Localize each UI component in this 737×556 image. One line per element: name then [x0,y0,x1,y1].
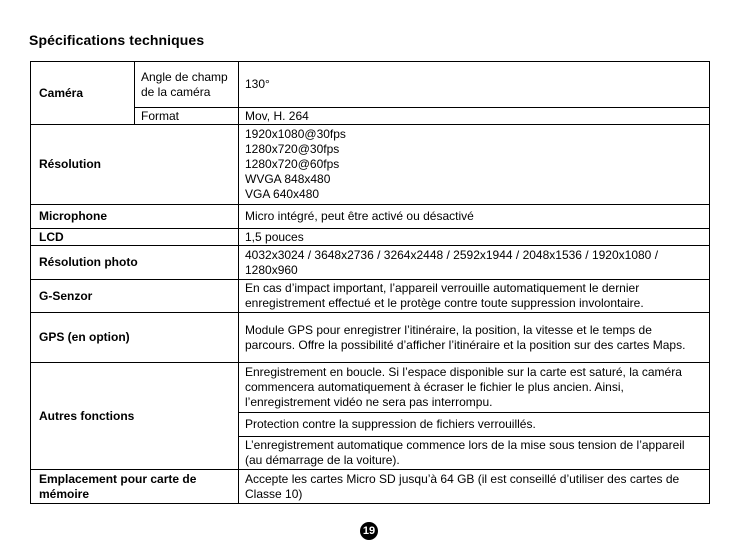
format-label: Format [135,108,239,125]
table-row [31,313,710,363]
gsensor-value: En cas d’impact important, l’appareil verrouille automatiquement le dernier enregistrement effectué et le protège contre toute suppression involontaire. [239,280,710,313]
memory-card-label: Emplacement pour carte de mémoire [31,470,239,504]
microphone-label: Microphone [31,205,239,229]
photo-resolution-label: Résolution photo [31,246,239,280]
table-row [31,229,710,246]
format-value: Mov, H. 264 [239,108,710,125]
microphone-value: Micro intégré, peut être activé ou désactivé [239,205,710,229]
table-row [31,62,710,108]
resolution-value: WVGA 848x480 [245,172,331,186]
resolution-value: 1280x720@60fps [245,157,340,171]
gps-label: GPS (en option) [31,313,239,363]
auto-recording-value: L’enregistrement automatique commence lors de la mise sous tension de l’appareil (au démarrage de la voiture). [239,437,710,470]
resolution-value: 1280x720@30fps [245,142,340,156]
resolution-values [239,125,710,205]
loop-recording-value: Enregistrement en boucle. Si l’espace disponible sur la carte est saturé, la caméra commencera automatiquement à écraser le fichier le plus ancien. Ainsi, l’enregistrement vidéo ne sera pas interrompu. [239,363,710,413]
table-row [31,280,710,313]
gps-value: Module GPS pour enregistrer l’itinéraire, la position, la vitesse et le temps de parcours. Offre la possibilité d’afficher l’itinéraire et la position sur des cartes Maps. [239,313,710,363]
angle-label: Angle de champ de la caméra [135,62,239,108]
table-row [31,125,710,205]
lcd-value: 1,5 pouces [239,229,710,246]
camera-label: Caméra [31,62,135,125]
file-protection-value: Protection contre la suppression de fichiers verrouillés. [239,413,710,437]
page-title: Spécifications techniques [29,32,205,48]
photo-resolution-value: 4032x3024 / 3648x2736 / 3264x2448 / 2592x1944 / 2048x1536 / 1920x1080 / 1280x960 [239,246,710,280]
specifications-table [30,61,710,504]
table-row [31,205,710,229]
lcd-label: LCD [31,229,239,246]
resolution-value: VGA 640x480 [245,187,320,201]
resolution-value: 1920x1080@30fps [245,127,346,141]
table-row [31,363,710,413]
gsensor-label: G-Senzor [31,280,239,313]
angle-value: 130° [239,62,710,108]
other-functions-label: Autres fonctions [31,363,239,470]
table-row [31,246,710,280]
memory-card-value: Accepte les cartes Micro SD jusqu’à 64 GB (il est conseillé d’utiliser des cartes de Classe 10) [239,470,710,504]
page-number-badge: 19 [360,522,378,540]
resolution-label: Résolution [31,125,239,205]
table-row [31,470,710,504]
